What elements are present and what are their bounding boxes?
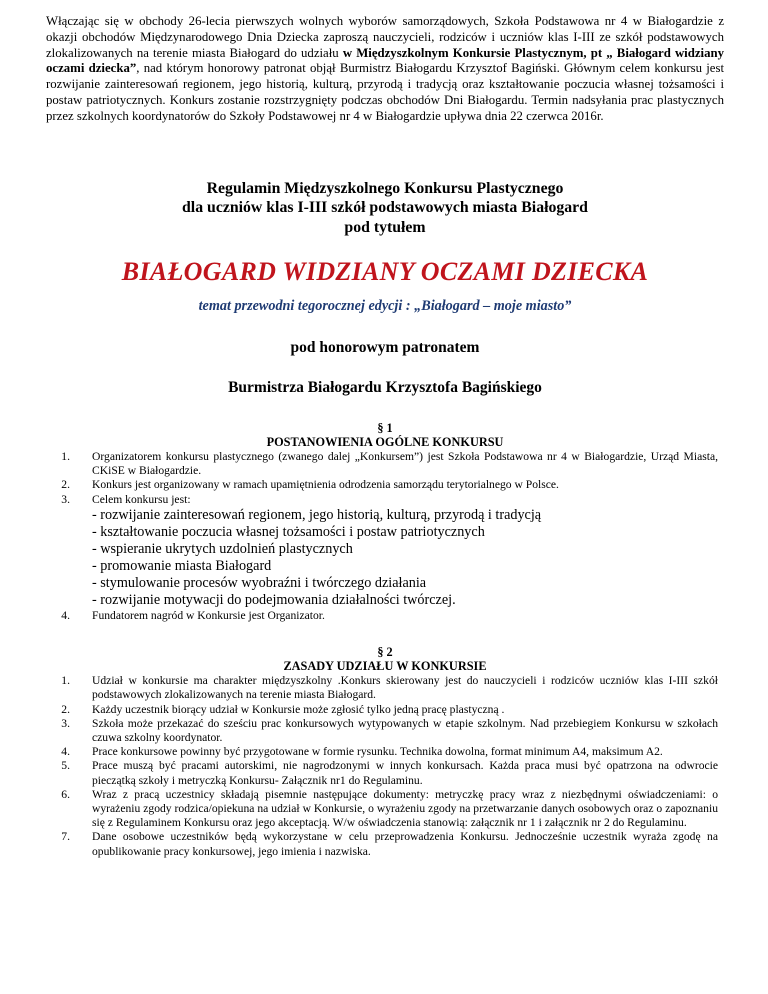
list-item-text: Prace muszą być pracami autorskimi, nie nagrodzonymi w innych konkursach. Każda praca musi być opatrzona na odwrocie pieczątką szkoły i metryczką Konkursu- Załącznik nr1 do Regulaminu. xyxy=(92,759,718,787)
list-item-number: 3. xyxy=(61,716,70,730)
list-item xyxy=(46,609,718,623)
list-item-number: 2. xyxy=(61,702,70,716)
goals-list xyxy=(92,507,718,609)
list-item-text: Każdy uczestnik biorący udział w Konkursie może zgłosić tylko jedną pracę plastyczną . xyxy=(92,702,505,716)
list-item-number: 4. xyxy=(61,608,70,622)
list-item-number: 6. xyxy=(61,787,70,801)
regulation-heading xyxy=(46,179,724,238)
goal-item: - rozwijanie motywacji do podejmowania działalności twórczej. xyxy=(92,591,456,608)
regulation-line-3: pod tytułem xyxy=(344,218,426,236)
list-item-number: 1. xyxy=(61,674,70,688)
list-item-text: Prace konkursowe powinny być przygotowane w formie rysunku. Technika dowolna, format minimum A4, maksimum A2. xyxy=(92,745,663,759)
section-1-list xyxy=(46,450,724,623)
list-item xyxy=(46,745,718,759)
goal-item: - kształtowanie poczucia własnej tożsamości i postaw patriotycznych xyxy=(92,523,485,540)
section-2-number: § 2 xyxy=(377,645,393,660)
list-item xyxy=(46,493,718,609)
list-item xyxy=(46,759,718,787)
goal-item: - promowanie miasta Białogard xyxy=(92,557,272,574)
list-item xyxy=(46,450,718,478)
contest-title: BIAŁOGARD WIDZIANY OCZAMI DZIECKA xyxy=(121,257,649,287)
list-item xyxy=(46,674,718,702)
list-item xyxy=(46,830,718,858)
list-item-number: 7. xyxy=(61,830,70,844)
list-item-text: Organizatorem konkursu plastycznego (zwanego dalej „Konkursem”) jest Szkoła Podstawowa nr 4 w Białogardzie, Urząd Miasta, CKiSE w Białogardzie. xyxy=(92,450,718,478)
list-item-text: Fundatorem nagród w Konkursie jest Organizator. xyxy=(92,608,325,622)
list-item-number: 5. xyxy=(61,759,70,773)
list-item-text: Udział w konkursie ma charakter międzyszkolny .Konkurs skierowany jest do nauczycieli i rodziców uczniów klas I-III szkół podstawowych zlokalizowanych na terenie miasta Białogard. xyxy=(92,674,718,702)
document-page xyxy=(46,14,724,859)
list-item-text: Szkoła może przekazać do sześciu prac konkursowych wytypowanych w etapie szkolnym. Nad przebiegiem Konkursu w szkołach czuwa szkolny koordynator. xyxy=(92,716,718,744)
list-item xyxy=(46,478,718,492)
list-item-text: Celem konkursu jest: xyxy=(92,492,191,506)
regulation-line-1: Regulamin Międzyszkolnego Konkursu Plastycznego xyxy=(206,179,564,197)
list-item xyxy=(46,788,718,831)
goal-item: - stymulowanie procesów wyobraźni i twórczego działania xyxy=(92,574,427,591)
section-2-list xyxy=(46,674,724,859)
intro-paragraph xyxy=(46,14,724,125)
regulation-line-2: dla uczniów klas I-III szkół podstawowych miasta Białogard xyxy=(182,199,588,217)
intro-contest-name: w Międzyszkolnym Konkursie Plastycznym, pt „ Białogard widziany oczami dziecka” xyxy=(46,45,725,76)
list-item xyxy=(46,703,718,717)
goal-item: - wspieranie ukrytych uzdolnień plastycznych xyxy=(92,540,353,557)
section-2-title: ZASADY UDZIAŁU W KONKURSIE xyxy=(283,659,487,674)
list-item-number: 2. xyxy=(61,478,70,492)
list-item-text: Dane osobowe uczestników będą wykorzystane w celu przeprowadzenia Konkursu. Jednocześnie uczestnik wyraża zgodę na opublikowanie pracy konkursowej, jego imienia i nazwiska. xyxy=(92,830,718,858)
patron-name: Burmistrza Białogardu Krzysztofa Bagińskiego xyxy=(228,379,542,397)
section-1-title: POSTANOWIENIA OGÓLNE KONKURSU xyxy=(266,435,504,450)
intro-text-part2: , nad którym honorowy patronat objął Burmistrz Białogardu Krzysztof Bagiński. Głównym celem konkursu jest rozwijanie zainteresowań regionem, jego historią, kulturą, przyrodą i tradycją oraz kształtowanie poczucia własnej tożsamości i postaw patriotycznych. Konkurs zostanie rozstrzygnięty podczas obchodów Dni Białogardu. Termin nadsyłania prac plastycznych przez szkolnych koordynatorów do Szkoły Podstawowej nr 4 w Białogardzie upływa dnia 22 czerwca 2016r. xyxy=(46,61,724,123)
section-1-number: § 1 xyxy=(377,421,393,436)
patronage-label: pod honorowym patronatem xyxy=(290,339,480,357)
list-item-text: Konkurs jest organizowany w ramach upamiętnienia odrodzenia samorządu terytorialnego w Polsce. xyxy=(92,478,559,492)
contest-subtitle: temat przewodni tegorocznej edycji : „Białogard – moje miasto” xyxy=(198,298,572,315)
list-item-number: 3. xyxy=(61,492,70,506)
list-item-text: Wraz z pracą uczestnicy składają pisemnie następujące dokumenty: metryczkę pracy wraz z niezbędnymi oświadczeniami: o wyrażeniu zgody rodzica/opiekuna na udział w Konkursie, o wyrażeniu zgody na przetwarzanie danych osobowych oraz o zapoznaniu się z Regulaminem Konkursu oraz jego akceptacją. W/w oświadczenia stanowią: załącznik nr 1 i załącznik nr 2 do Regulaminu. xyxy=(92,787,718,830)
list-item-number: 4. xyxy=(61,745,70,759)
list-item-number: 1. xyxy=(61,450,70,464)
list-item xyxy=(46,717,718,745)
intro-text-part1: Włączając się w obchody 26-lecia pierwszych wolnych wyborów samorządowych, Szkoła Podstawowa nr 4 w Białogardzie z okazji obchodów Międzynarodowego Dnia Dziecka zaproszą nauczycieli, rodziców i uczniów klas I-III ze szkół podstawowych zlokalizowanych na terenie miasta Białogard do udziału xyxy=(46,14,724,60)
goal-item: - rozwijanie zainteresowań regionem, jego historią, kulturą, przyrodą i tradycją xyxy=(92,506,542,523)
